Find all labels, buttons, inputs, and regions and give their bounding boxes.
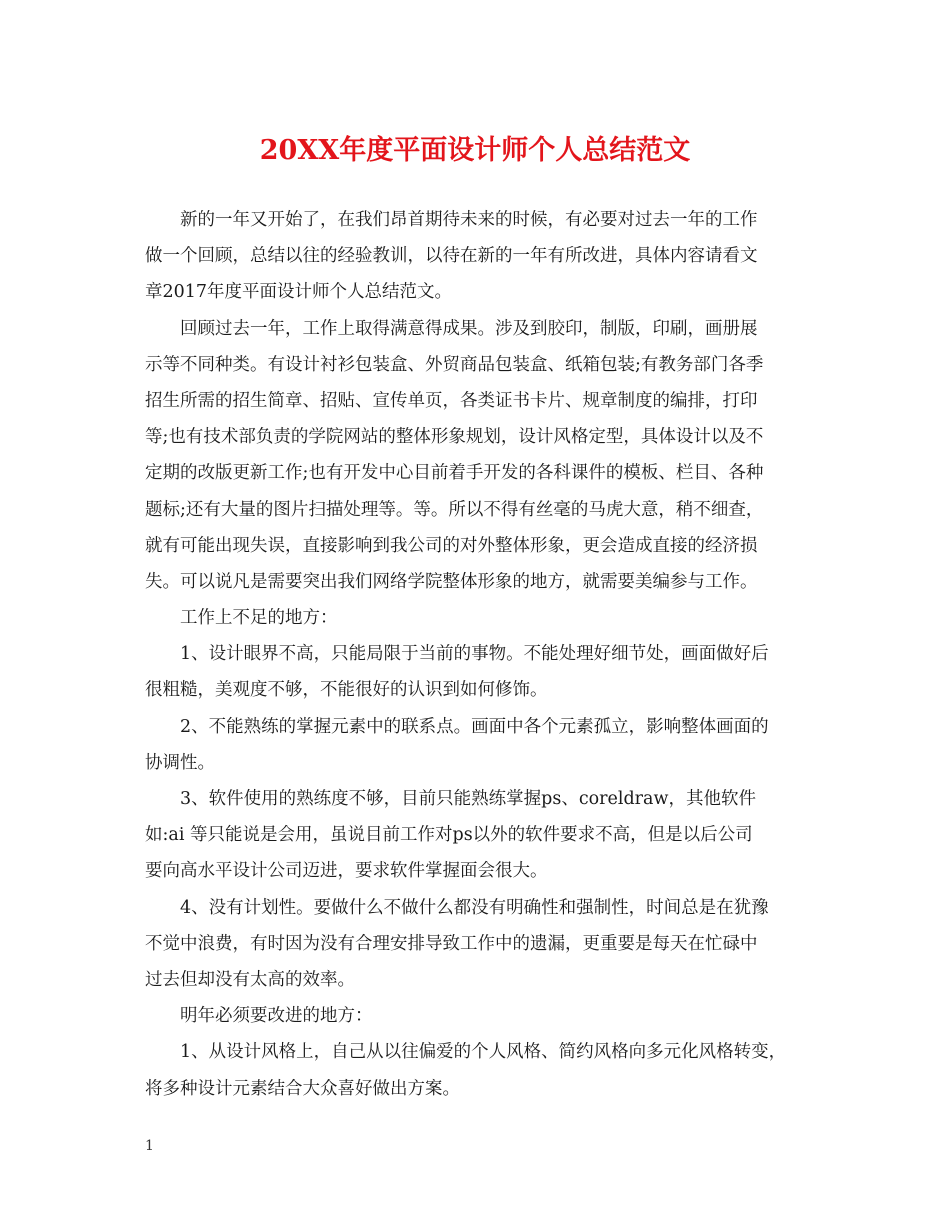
document-title: 20XX年度平面设计师个人总结范文	[259, 135, 691, 166]
list-item-line: 要向高水平设计公司迈进，要求软件掌握面会很大。	[145, 861, 548, 882]
list-item-line: 4、没有计划性。要做什么不做什么都没有明确性和强制性，时间总是在犹豫	[180, 897, 769, 918]
section-heading: 明年必须要改进的地方：	[180, 1006, 373, 1027]
section-heading: 工作上不足的地方：	[180, 608, 338, 629]
page-number: 1	[145, 1138, 154, 1154]
list-item-line: 将多种设计元素结合大众喜好做出方案。	[145, 1078, 460, 1099]
paragraph-line: 招生所需的招生简章、招贴、宣传单页，各类证书卡片、规章制度的编排，打印	[145, 390, 758, 411]
paragraph-line: 章2017年度平面设计师个人总结范文。	[145, 282, 453, 303]
document-body	[145, 202, 815, 1107]
paragraph-line: 新的一年又开始了，在我们昂首期待未来的时候，有必要对过去一年的工作	[180, 210, 758, 230]
list-item-line: 3、软件使用的熟练度不够，目前只能熟练掌握ps、coreldraw，其他软件	[180, 789, 756, 809]
list-item-line: 协调性。	[145, 752, 215, 773]
list-item-line: 很粗糙，美观度不够，不能很好的认识到如何修饰。	[145, 680, 548, 701]
paragraph-line: 回顾过去一年，工作上取得满意得成果。涉及到胶印，制版，印刷，画册展	[180, 318, 758, 339]
paragraph-line: 就有可能出现失误，直接影响到我公司的对外整体形象，更会造成直接的经济损	[145, 535, 758, 556]
paragraph-line: 定期的改版更新工作;也有开发中心目前着手开发的各科课件的模板、栏目、各种	[145, 463, 764, 484]
paragraph-line: 题标;还有大量的图片扫描处理等。等。所以不得有丝毫的马虎大意，稍不细查，	[145, 499, 764, 520]
list-item-line: 如:ai 等只能说是会用，虽说目前工作对ps以外的软件要求不高，但是以后公司	[145, 825, 753, 846]
paragraph-line: 失。可以说凡是需要突出我们网络学院整体形象的地方，就需要美编参与工作。	[145, 571, 758, 592]
list-item-line: 2、不能熟练的掌握元素中的联系点。画面中各个元素孤立，影响整体画面的	[180, 716, 769, 737]
list-item-line: 过去但却没有太高的效率。	[145, 969, 355, 990]
paragraph-line: 做一个回顾，总结以往的经验教训，以待在新的一年有所改进，具体内容请看文	[145, 246, 758, 267]
list-item-line: 不觉中浪费，有时因为没有合理安排导致工作中的遗漏，更重要是每天在忙碌中	[145, 933, 758, 954]
paragraph-line: 示等不同种类。有设计衬衫包装盒、外贸商品包装盒、纸箱包装;有教务部门各季	[145, 354, 764, 375]
list-item-line: 1、从设计风格上，自己从以往偏爱的个人风格、简约风格向多元化风格转变，	[180, 1042, 787, 1063]
list-item-line: 1、设计眼界不高，只能局限于当前的事物。不能处理好细节处，画面做好后	[180, 644, 769, 665]
paragraph-line: 等;也有技术部负责的学院网站的整体形象规划，设计风格定型，具体设计以及不	[145, 427, 764, 448]
